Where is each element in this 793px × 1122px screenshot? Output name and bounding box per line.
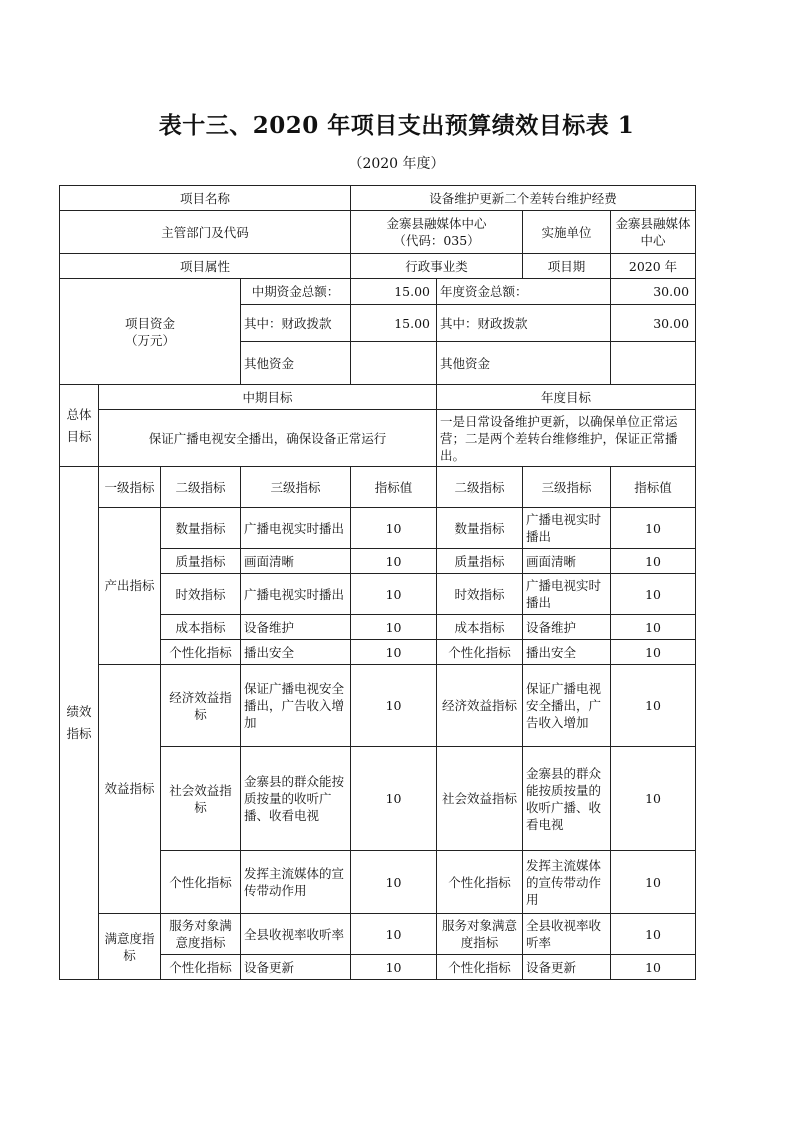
mid-fiscal-value: 15.00 bbox=[351, 305, 437, 342]
overall-goal-row bbox=[60, 410, 696, 467]
value-mid: 10 bbox=[351, 665, 437, 747]
level2-mid: 个性化指标 bbox=[161, 851, 241, 914]
level3-year: 广播电视实时播出 bbox=[523, 574, 611, 615]
value-year: 10 bbox=[611, 574, 696, 615]
year-goal-label: 年度目标 bbox=[437, 385, 696, 410]
level2-mid: 经济效益指标 bbox=[161, 665, 241, 747]
level2-year: 时效指标 bbox=[437, 574, 523, 615]
project-name-value: 设备维护更新二个差转台维护经费 bbox=[351, 186, 696, 211]
value-mid: 10 bbox=[351, 914, 437, 955]
mid-other-value bbox=[351, 342, 437, 385]
value-year: 10 bbox=[611, 914, 696, 955]
level2-mid: 个性化指标 bbox=[161, 955, 241, 980]
value-mid: 10 bbox=[351, 747, 437, 851]
year-fiscal-label: 其中：财政拨款 bbox=[437, 305, 611, 342]
mid-goal-label: 中期目标 bbox=[99, 385, 437, 410]
head-level1: 一级指标 bbox=[99, 467, 161, 508]
level3-mid: 广播电视实时播出 bbox=[241, 508, 351, 549]
value-year: 10 bbox=[611, 665, 696, 747]
level3-year: 画面清晰 bbox=[523, 549, 611, 574]
year-other-label: 其他资金 bbox=[437, 342, 611, 385]
dept-code: （代码：035） bbox=[393, 233, 480, 248]
funds-total-row bbox=[60, 279, 696, 305]
value-mid: 10 bbox=[351, 508, 437, 549]
value-mid: 10 bbox=[351, 574, 437, 615]
level3-year: 发挥主流媒体的宣传带动作用 bbox=[523, 851, 611, 914]
head-level2-year: 二级指标 bbox=[437, 467, 523, 508]
performance-indicator-label: 绩效指标 bbox=[60, 467, 99, 980]
attr-label: 项目属性 bbox=[60, 254, 351, 279]
level2-year: 服务对象满意度指标 bbox=[437, 914, 523, 955]
group-benefit: 效益指标 bbox=[99, 665, 161, 914]
table-row bbox=[60, 914, 696, 955]
mid-other-label: 其他资金 bbox=[241, 342, 351, 385]
table-row bbox=[60, 665, 696, 747]
overall-goal-header-row bbox=[60, 385, 696, 410]
level3-year: 播出安全 bbox=[523, 640, 611, 665]
overall-goal-label: 总体目标 bbox=[60, 385, 99, 467]
department-row bbox=[60, 211, 696, 254]
level2-year: 个性化指标 bbox=[437, 851, 523, 914]
funds-label: 项目资金 bbox=[124, 315, 175, 331]
page-title: 表十三、2020 年项目支出预算绩效目标表 1 bbox=[158, 112, 635, 139]
level2-mid: 社会效益指标 bbox=[161, 747, 241, 851]
level2-mid: 个性化指标 bbox=[161, 640, 241, 665]
period-value: 2020 年 bbox=[611, 254, 696, 279]
dept-name: 金寨县融媒体中心 bbox=[386, 216, 487, 231]
impl-unit: 金寨县融媒体中心 bbox=[611, 211, 696, 254]
mid-goal-text: 保证广播电视安全播出，确保设备正常运行 bbox=[99, 410, 437, 467]
group-output: 产出指标 bbox=[99, 508, 161, 665]
funds-label-cell bbox=[60, 279, 241, 385]
value-mid: 10 bbox=[351, 851, 437, 914]
indicator-header-row bbox=[60, 467, 696, 508]
level2-year: 经济效益指标 bbox=[437, 665, 523, 747]
level2-mid: 成本指标 bbox=[161, 615, 241, 640]
page-subtitle: （2020 年度） bbox=[348, 156, 445, 172]
value-mid: 10 bbox=[351, 615, 437, 640]
level2-mid: 时效指标 bbox=[161, 574, 241, 615]
value-year: 10 bbox=[611, 851, 696, 914]
value-mid: 10 bbox=[351, 640, 437, 665]
level3-mid: 画面清晰 bbox=[241, 549, 351, 574]
year-other-value bbox=[611, 342, 696, 385]
project-name-row bbox=[60, 186, 696, 211]
level3-year: 设备更新 bbox=[523, 955, 611, 980]
level2-mid: 数量指标 bbox=[161, 508, 241, 549]
level3-year: 全县收视率收听率 bbox=[523, 914, 611, 955]
value-mid: 10 bbox=[351, 549, 437, 574]
year-fiscal-value: 30.00 bbox=[611, 305, 696, 342]
level3-mid: 保证广播电视安全播出，广告收入增加 bbox=[241, 665, 351, 747]
level3-mid: 设备维护 bbox=[241, 615, 351, 640]
project-name-label: 项目名称 bbox=[60, 186, 351, 211]
dept-label: 主管部门及代码 bbox=[60, 211, 351, 254]
head-value-mid: 指标值 bbox=[351, 467, 437, 508]
value-year: 10 bbox=[611, 615, 696, 640]
level3-mid: 金寨县的群众能按质按量的收听广播、收看电视 bbox=[241, 747, 351, 851]
dept-value bbox=[351, 211, 523, 254]
level2-year: 成本指标 bbox=[437, 615, 523, 640]
performance-table-wrapper bbox=[59, 185, 695, 980]
year-goal-text: 一是日常设备维护更新，以确保单位正常运营；二是两个差转台维修维护，保证正常播出。 bbox=[437, 410, 696, 467]
mid-total-label: 中期资金总额： bbox=[241, 279, 351, 305]
value-year: 10 bbox=[611, 955, 696, 980]
attribute-row bbox=[60, 254, 696, 279]
table-row bbox=[60, 508, 696, 549]
head-value-year: 指标值 bbox=[611, 467, 696, 508]
mid-total-value: 15.00 bbox=[351, 279, 437, 305]
level2-year: 质量指标 bbox=[437, 549, 523, 574]
level2-mid: 质量指标 bbox=[161, 549, 241, 574]
level3-year: 广播电视实时播出 bbox=[523, 508, 611, 549]
period-label: 项目期 bbox=[523, 254, 611, 279]
group-satisfaction: 满意度指标 bbox=[99, 914, 161, 980]
level2-year: 社会效益指标 bbox=[437, 747, 523, 851]
level2-mid: 服务对象满意度指标 bbox=[161, 914, 241, 955]
value-year: 10 bbox=[611, 640, 696, 665]
value-year: 10 bbox=[611, 549, 696, 574]
level3-mid: 广播电视实时播出 bbox=[241, 574, 351, 615]
value-year: 10 bbox=[611, 747, 696, 851]
impl-label: 实施单位 bbox=[523, 211, 611, 254]
level3-mid: 播出安全 bbox=[241, 640, 351, 665]
level2-year: 个性化指标 bbox=[437, 640, 523, 665]
attr-value: 行政事业类 bbox=[351, 254, 523, 279]
level3-year: 设备维护 bbox=[523, 615, 611, 640]
head-level3-mid: 三级指标 bbox=[241, 467, 351, 508]
mid-fiscal-label: 其中：财政拨款 bbox=[241, 305, 351, 342]
level3-mid: 发挥主流媒体的宣传带动作用 bbox=[241, 851, 351, 914]
value-year: 10 bbox=[611, 508, 696, 549]
performance-table bbox=[59, 185, 696, 980]
level2-year: 数量指标 bbox=[437, 508, 523, 549]
year-total-value: 30.00 bbox=[611, 279, 696, 305]
value-mid: 10 bbox=[351, 955, 437, 980]
level2-year: 个性化指标 bbox=[437, 955, 523, 980]
year-total-label: 年度资金总额： bbox=[437, 279, 611, 305]
level3-year: 金寨县的群众能按质按量的收听广播、收看电视 bbox=[523, 747, 611, 851]
head-level3-year: 三级指标 bbox=[523, 467, 611, 508]
head-level2-mid: 二级指标 bbox=[161, 467, 241, 508]
level3-mid: 设备更新 bbox=[241, 955, 351, 980]
level3-year: 保证广播电视安全播出，广告收入增加 bbox=[523, 665, 611, 747]
funds-unit: （万元） bbox=[124, 332, 175, 348]
level3-mid: 全县收视率收听率 bbox=[241, 914, 351, 955]
